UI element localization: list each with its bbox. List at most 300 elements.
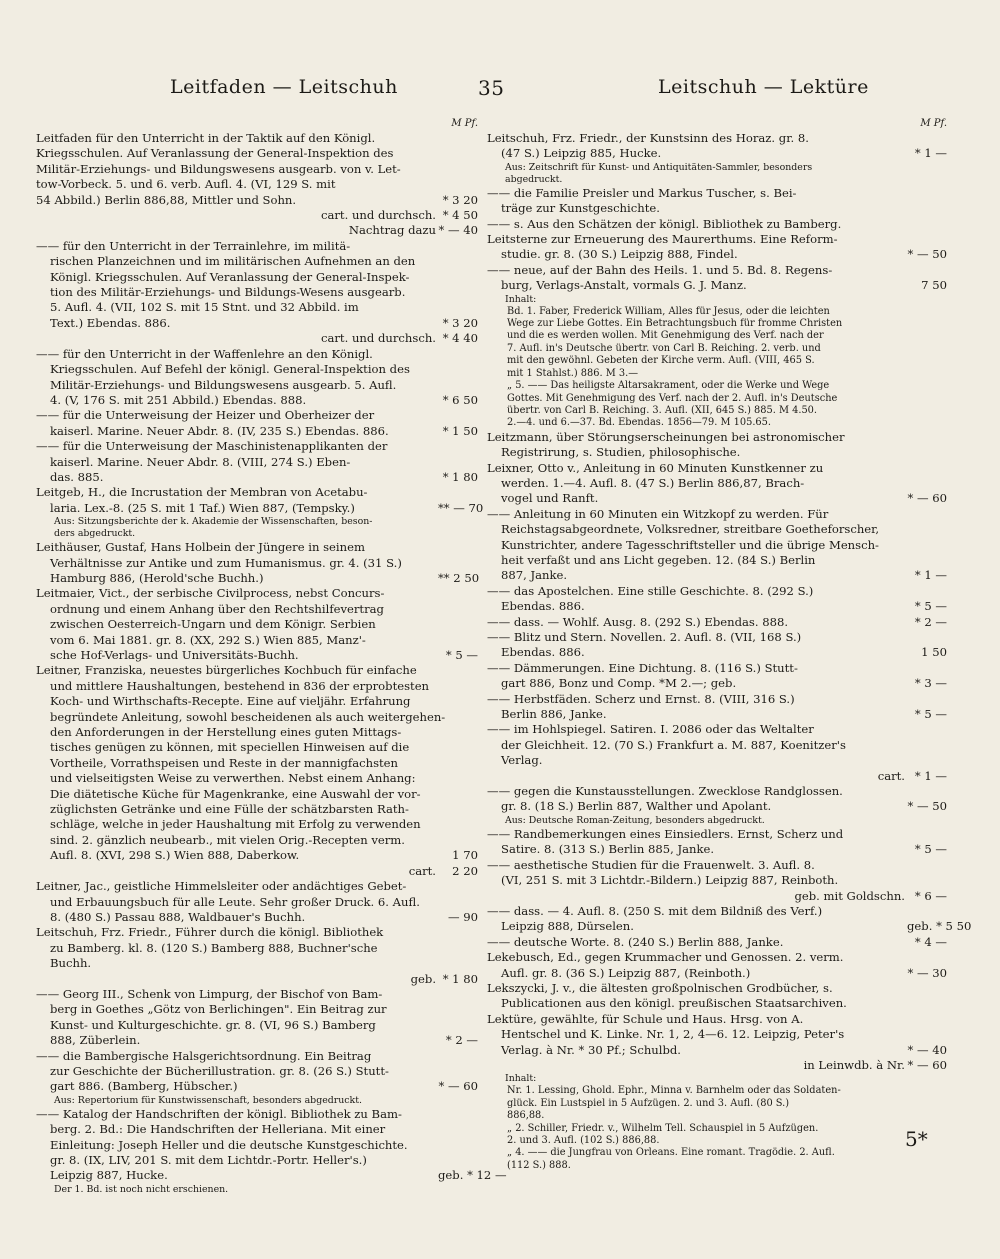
entry-text: rischen Planzeichnen und im militärischen Aufnehmen an den bbox=[50, 254, 416, 269]
entry-text: Leitmaier, Vict., der serbische Civilprocess, nebst Concurs- bbox=[36, 586, 385, 601]
catalog-entry bbox=[36, 1049, 478, 1107]
entry-line bbox=[36, 254, 478, 269]
entry-text: vogel und Ranft. bbox=[501, 491, 599, 506]
entry-text: Koch- und Wirthschafts-Recepte. Eine auf vieljähr. Erfahrung bbox=[50, 694, 411, 709]
entry-text: Berlin 886, Janke. bbox=[501, 707, 607, 722]
entry-text: Verlag. à Nr. * 30 Pf.; Schulbd. bbox=[501, 1042, 681, 1057]
entry-line bbox=[36, 285, 478, 300]
entry-line bbox=[36, 925, 478, 940]
signature-mark: 5* bbox=[905, 1127, 928, 1151]
catalog-entry bbox=[487, 827, 947, 858]
entry-note bbox=[487, 815, 947, 827]
catalog-entry bbox=[36, 239, 478, 347]
entry-text: Inhalt: bbox=[505, 1073, 537, 1085]
entry-line bbox=[487, 201, 947, 216]
entry-line bbox=[487, 692, 947, 707]
catalog-entry bbox=[487, 903, 972, 935]
entry-line bbox=[487, 676, 947, 691]
entry-line bbox=[36, 633, 478, 648]
price: * 1 — bbox=[914, 146, 947, 161]
price: geb. * 12 — bbox=[438, 1168, 507, 1183]
entry-line bbox=[36, 146, 478, 161]
catalog-entry bbox=[487, 186, 947, 217]
entry-text: —— s. Aus den Schätzen der königl. Bibliothek zu Bamberg. bbox=[487, 216, 842, 231]
price: * — 50 bbox=[907, 799, 947, 814]
entry-line bbox=[36, 1153, 478, 1168]
entry-line bbox=[487, 722, 947, 737]
entry-text: geb. bbox=[410, 971, 436, 986]
entry-text: (47 S.) Leipzig 885, Hucke. bbox=[501, 146, 662, 161]
entry-line bbox=[487, 950, 947, 965]
contents-list bbox=[487, 1085, 947, 1172]
entry-line bbox=[487, 507, 947, 522]
price: * — 60 bbox=[907, 491, 947, 506]
entry-text: 4. (V, 176 S. mit 251 Abbild.) Ebendas. 888. bbox=[50, 392, 307, 407]
entry-line bbox=[36, 239, 478, 254]
entry-text: Leitsterne zur Erneuerung des Maurerthums. Eine Reform- bbox=[487, 232, 838, 247]
catalog-entry bbox=[487, 430, 947, 461]
contents-line: Nr. 1. Lessing, Ghold. Ephr., Minna v. Barnhelm oder das Soldaten- bbox=[507, 1085, 841, 1097]
entry-line bbox=[36, 710, 478, 725]
entry-line bbox=[36, 1064, 478, 1079]
entry-line bbox=[36, 679, 478, 694]
entry-line bbox=[36, 362, 478, 377]
price: 1 70 bbox=[452, 848, 478, 863]
entry-line bbox=[487, 615, 947, 630]
page-header bbox=[30, 76, 970, 108]
entry-line bbox=[36, 694, 478, 709]
price: * 4 40 bbox=[442, 331, 478, 346]
entry-text: gart 886. (Bamberg, Hübscher.) bbox=[50, 1079, 238, 1094]
price-column-heading: M Pf. bbox=[920, 118, 947, 129]
entry-text: in Leinwdb. à Nr. bbox=[803, 1057, 905, 1072]
catalog-entry bbox=[487, 950, 947, 981]
catalog-entry bbox=[487, 584, 947, 615]
entry-line bbox=[36, 586, 478, 601]
entry-note bbox=[36, 528, 478, 540]
catalog-entry bbox=[36, 925, 478, 987]
catalog-entry bbox=[36, 663, 478, 879]
entry-line bbox=[487, 842, 947, 857]
entry-line bbox=[487, 584, 947, 599]
entry-line bbox=[487, 430, 947, 445]
entry-text: Königl. Kriegsschulen. Auf Veranlassung der General-Inspek- bbox=[50, 269, 410, 284]
entry-text: und Erbauungsbuch für alle Leute. Sehr großer Druck. 6. Aufl. bbox=[50, 894, 420, 909]
entry-text: ders abgedruckt. bbox=[54, 528, 136, 540]
entry-line bbox=[487, 217, 947, 232]
contents-line: 886,88. bbox=[507, 1110, 545, 1122]
entry-text: sind. 2. gänzlich neubearb., mit vielen Orig.-Recepten verm. bbox=[50, 832, 405, 847]
price: — 90 bbox=[447, 909, 478, 924]
contents-line: 7. Aufl. in's Deutsche übertr. von Carl B. Reiching. 2. verb. und bbox=[507, 342, 821, 354]
entry-line bbox=[36, 455, 478, 470]
entry-line bbox=[487, 263, 947, 278]
entry-line bbox=[487, 1043, 947, 1058]
price: ** — 70 bbox=[438, 500, 484, 515]
price-column-heading: M Pf. bbox=[451, 118, 478, 129]
catalog-entry bbox=[36, 987, 478, 1049]
entry-line bbox=[36, 571, 478, 586]
entry-text: Kunstrichter, andere Tagesschriftsteller und die übrige Mensch- bbox=[501, 537, 879, 552]
entry-note bbox=[36, 1095, 478, 1107]
catalog-entry bbox=[487, 858, 947, 904]
contents-line: mit 1 Stahlst.) 886. M 3.— bbox=[507, 367, 638, 379]
entry-text: Leitfaden für den Unterricht in der Taktik auf den Königl. bbox=[36, 131, 376, 145]
price: * — 40 bbox=[438, 223, 478, 238]
entry-text: —— Katalog der Handschriften der königl. Bibliothek zu Bam- bbox=[36, 1106, 402, 1121]
catalog-entry bbox=[487, 935, 947, 950]
entry-text: laria. Lex.-8. (25 S. mit 1 Taf.) Wien 887, (Tempsky.) bbox=[50, 500, 355, 515]
catalog-entry bbox=[487, 722, 947, 784]
entry-note bbox=[487, 1073, 947, 1085]
entry-line bbox=[36, 1138, 478, 1153]
entry-text: 8. (480 S.) Passau 888, Waldbauer's Buchh. bbox=[50, 909, 306, 924]
entry-text: Satire. 8. (313 S.) Berlin 885, Janke. bbox=[501, 842, 715, 857]
price: * 4 50 bbox=[442, 208, 478, 223]
entry-text: der Gleichheit. 12. (70 S.) Frankfurt a. M. 887, Koenitzer's bbox=[501, 737, 846, 752]
catalog-entry bbox=[487, 217, 947, 232]
entry-text: Lektüre, gewählte, für Schule und Haus. Hrsg. von A. bbox=[487, 1011, 804, 1026]
entry-line bbox=[36, 393, 478, 408]
entry-line bbox=[36, 972, 478, 987]
contents-line: 2.—4. und 6.—37. Bd. Ebendas. 1856—79. M 105.65. bbox=[507, 417, 772, 429]
entry-text: kaiserl. Marine. Neuer Abdr. 8. (IV, 235 S.) Ebendas. 886. bbox=[50, 423, 389, 438]
entry-line bbox=[36, 802, 478, 817]
entry-text: gr. 8. (18 S.) Berlin 887, Walther und Apolant. bbox=[501, 799, 772, 814]
entry-text: gart 886, Bonz und Comp. *M 2.—; geb. bbox=[501, 676, 737, 691]
entry-text: Reichstagsabgeordnete, Volksredner, streitbare Goetheforscher, bbox=[501, 522, 880, 537]
entry-line bbox=[36, 787, 478, 802]
catalog-entry bbox=[36, 1106, 507, 1196]
entry-text: schläge, welche in jeder Haushaltung mit Erfolg zu verwenden bbox=[50, 817, 421, 832]
entry-line bbox=[487, 753, 947, 768]
price: * 3 — bbox=[914, 676, 947, 691]
entry-text: —— im Hohlspiegel. Satiren. I. 2086 oder das Weltalter bbox=[487, 722, 814, 737]
entry-note bbox=[487, 174, 947, 186]
entry-text: —— Anleitung in 60 Minuten ein Witzkopf zu werden. Für bbox=[487, 506, 829, 521]
price: * 4 — bbox=[914, 934, 947, 949]
entry-text: berg in Goethes „Götz von Berlichingen". Ein Beitrag zur bbox=[50, 1002, 387, 1017]
entry-line bbox=[36, 316, 478, 331]
contents-line: und die es werden wollen. Mit Genehmigung des Verf. nach der bbox=[507, 330, 824, 342]
entry-text: Leipzig 887, Hucke. bbox=[50, 1168, 168, 1183]
entry-line bbox=[36, 1018, 478, 1033]
entry-text: vom 6. Mai 1881. gr. 8. (XX, 292 S.) Wien 885, Manz'- bbox=[50, 632, 366, 647]
entry-text: (VI, 251 S. mit 3 Lichtdr.-Bildern.) Leipzig 887, Reinboth. bbox=[501, 873, 839, 888]
entry-line bbox=[36, 540, 478, 555]
catalog-entry bbox=[487, 981, 947, 1012]
entry-note bbox=[36, 1184, 478, 1196]
price: 7 50 bbox=[921, 278, 947, 293]
price: * — 60 bbox=[907, 1057, 947, 1072]
entry-line bbox=[36, 424, 478, 439]
entry-line bbox=[36, 895, 478, 910]
entry-line bbox=[36, 177, 478, 192]
entry-text: Der 1. Bd. ist noch nicht erschienen. bbox=[54, 1183, 229, 1195]
entry-line bbox=[487, 445, 947, 460]
price: geb. * 5 50 bbox=[907, 919, 972, 934]
entry-text: Aus: Deutsche Roman-Zeitung, besonders abgedruckt. bbox=[505, 814, 765, 826]
entry-text: tisches genügen zu können, mit speciellen Hinweisen auf die bbox=[50, 740, 410, 755]
entry-line bbox=[36, 910, 478, 925]
entry-text: träge zur Kunstgeschichte. bbox=[501, 201, 660, 216]
price: * 5 — bbox=[914, 842, 947, 857]
entry-line bbox=[487, 553, 947, 568]
entry-text: Verhältnisse zur Antike und zum Humanismus. gr. 4. (31 S.) bbox=[50, 555, 402, 570]
entry-text: werden. 1.—4. Aufl. 8. (47 S.) Berlin 886,87, Brach- bbox=[501, 475, 805, 490]
entry-text: Aus: Sitzungsberichte der k. Akademie der Wissenschaften, beson- bbox=[54, 516, 373, 528]
entry-line bbox=[36, 485, 478, 500]
entry-text: Leitgeb, H., die Incrustation der Membran von Acetabu- bbox=[36, 485, 368, 500]
price: ** 2 50 bbox=[438, 570, 480, 585]
entry-line bbox=[36, 347, 478, 362]
entry-text: —— für den Unterricht in der Waffenlehre an den Königl. bbox=[36, 346, 373, 361]
entry-text: studie. gr. 8. (30 S.) Leipzig 888, Findel. bbox=[501, 247, 738, 262]
entry-text: cart. bbox=[408, 863, 436, 878]
entry-text: Lekszycki, J. v., die ältesten großpolnischen Grodbücher, s. bbox=[487, 980, 833, 995]
price: * 3 20 bbox=[442, 192, 478, 207]
entry-line bbox=[36, 331, 478, 346]
price: * — 50 bbox=[907, 247, 947, 262]
entry-line bbox=[36, 956, 478, 971]
price: * — 40 bbox=[907, 1042, 947, 1057]
contents-line: „ 5. —— Das heiligste Altarsakrament, oder die Werke und Wege bbox=[507, 380, 830, 392]
entry-line bbox=[36, 756, 478, 771]
entry-line bbox=[487, 873, 947, 888]
entry-text: —— die Bambergische Halsgerichtsordnung. Ein Beitrag bbox=[36, 1048, 372, 1063]
entry-line bbox=[36, 162, 478, 177]
catalog-entry bbox=[487, 784, 947, 827]
entry-line bbox=[36, 987, 478, 1002]
entry-note bbox=[36, 516, 478, 528]
price: * — 60 bbox=[438, 1079, 478, 1094]
price: * 1 — bbox=[914, 768, 947, 783]
entry-line bbox=[487, 476, 947, 491]
entry-text: Inhalt: bbox=[505, 293, 537, 305]
entry-line bbox=[487, 996, 947, 1011]
price: * 1 — bbox=[914, 568, 947, 583]
entry-line bbox=[36, 439, 478, 454]
entry-line bbox=[487, 146, 947, 161]
entry-text: —— das Apostelchen. Eine stille Geschichte. 8. (292 S.) bbox=[487, 583, 814, 598]
entry-line bbox=[487, 278, 947, 293]
price: * 6 — bbox=[914, 888, 947, 903]
entry-line bbox=[487, 858, 947, 873]
entry-line bbox=[487, 827, 947, 842]
catalog-entry bbox=[36, 131, 478, 239]
entry-line bbox=[487, 1012, 947, 1027]
entry-line bbox=[487, 738, 947, 753]
price: * 6 50 bbox=[442, 392, 478, 407]
catalog-entry bbox=[36, 439, 478, 485]
entry-text: Buchh. bbox=[50, 956, 92, 971]
entry-line bbox=[487, 661, 947, 676]
entry-line bbox=[36, 817, 478, 832]
entry-line bbox=[36, 1049, 478, 1064]
entry-line bbox=[487, 799, 947, 814]
entry-text: 54 Abbild.) Berlin 886,88, Mittler und Sohn. bbox=[36, 192, 297, 207]
entry-text: 887, Janke. bbox=[501, 568, 568, 583]
entry-text: Hentschel und K. Linke. Nr. 1, 2, 4—6. 12. Leipzig, Peter's bbox=[501, 1027, 845, 1042]
entry-text: Kunst- und Kulturgeschichte. gr. 8. (VI, 96 S.) Bamberg bbox=[50, 1017, 376, 1032]
entry-text: Leithäuser, Gustaf, Hans Holbein der Jüngere in seinem bbox=[36, 540, 365, 555]
entry-text: —— Georg III., Schenk von Limpurg, der Bischof von Bam- bbox=[36, 986, 383, 1001]
entry-text: —— für den Unterricht in der Terrainlehre, im militä- bbox=[36, 238, 351, 253]
entry-line bbox=[36, 1122, 478, 1137]
price: * 1 80 bbox=[442, 469, 478, 484]
catalog-entry bbox=[36, 408, 478, 439]
entry-text: Nachtrag dazu bbox=[348, 223, 436, 238]
price: * 5 — bbox=[914, 707, 947, 722]
entry-text: Registrirung, s. Studien, philosophische. bbox=[501, 445, 741, 460]
contents-line: glück. Ein Lustspiel in 5 Aufzügen. 2. und 3. Aufl. (80 S.) bbox=[507, 1097, 790, 1109]
entry-line bbox=[487, 599, 947, 614]
entry-text: burg, Verlags-Anstalt, vormals G. J. Manz. bbox=[501, 278, 747, 293]
entry-text: abgedruckt. bbox=[505, 173, 563, 185]
entry-text: Kriegsschulen. Auf Befehl der königl. General-Inspektion des bbox=[50, 362, 410, 377]
entry-text: —— die Familie Preisler und Markus Tuscher, s. Bei- bbox=[487, 185, 797, 200]
entry-line bbox=[36, 500, 484, 516]
entry-text: Aufl. gr. 8. (36 S.) Leipzig 887, (Reinboth.) bbox=[501, 965, 751, 980]
price: * 5 — bbox=[445, 648, 478, 662]
entry-line bbox=[487, 707, 947, 722]
entry-note bbox=[487, 294, 947, 306]
entry-line bbox=[36, 270, 478, 285]
entry-text: Ebendas. 886. bbox=[501, 645, 585, 660]
entry-text: cart. und durchsch. bbox=[320, 331, 436, 346]
entry-text: heit verfaßt und ans Licht gegeben. 12. (84 S.) Berlin bbox=[501, 552, 816, 567]
catalog-entry bbox=[36, 879, 478, 925]
entry-text: —— Randbemerkungen eines Einsiedlers. Ernst, Scherz und bbox=[487, 826, 844, 841]
contents-line: Bd. 1. Faber, Frederick William, Alles für Jesus, oder die leichten bbox=[507, 305, 830, 317]
entry-text: das. 885. bbox=[50, 469, 104, 484]
running-head-left: Leitfaden — Leitschuh bbox=[170, 76, 398, 98]
right-entry-list bbox=[487, 131, 947, 306]
entry-text: —— dass. — 4. Aufl. 8. (250 S. mit dem Bildniß des Verf.) bbox=[487, 903, 823, 918]
entry-text: Publicationen aus den königl. preußischen Staatsarchiven. bbox=[501, 996, 847, 1011]
entry-line bbox=[487, 461, 947, 476]
catalog-entry bbox=[36, 485, 484, 540]
entry-text: und vielseitigsten Weise zu verwerthen. Nebst einem Anhang: bbox=[50, 771, 416, 786]
entry-line bbox=[36, 300, 478, 315]
entry-text: Text.) Ebendas. 886. bbox=[50, 315, 171, 330]
entry-line bbox=[36, 193, 478, 208]
entry-line bbox=[36, 879, 478, 894]
entry-text: ordnung und einem Anhang über den Rechtshilfevertrag bbox=[50, 601, 384, 616]
entry-text: —— Herbstfäden. Scherz und Ernst. 8. (VIII, 316 S.) bbox=[487, 691, 795, 706]
entry-text: Ebendas. 886. bbox=[501, 599, 585, 614]
entry-text: —— Dämmerungen. Eine Dichtung. 8. (116 S.) Stutt- bbox=[487, 660, 798, 675]
entry-text: Aus: Repertorium für Kunstwissenschaft, besonders abgedruckt. bbox=[54, 1094, 362, 1106]
catalog-entry bbox=[487, 630, 947, 661]
entry-line bbox=[487, 1058, 947, 1073]
catalog-entry bbox=[487, 1012, 947, 1086]
entry-text: 888, Züberlein. bbox=[50, 1033, 141, 1048]
entry-line bbox=[487, 491, 947, 506]
entry-text: —— für die Unterweisung der Maschinistenapplikanten der bbox=[36, 439, 388, 454]
price: * 2 — bbox=[914, 614, 947, 629]
left-column bbox=[36, 118, 507, 1196]
entry-line bbox=[487, 769, 947, 784]
entry-line bbox=[487, 186, 947, 201]
entry-text: —— deutsche Worte. 8. (240 S.) Berlin 888, Janke. bbox=[487, 934, 784, 949]
entry-line bbox=[487, 889, 947, 904]
entry-text: den Anforderungen in der Herstellung eines guten Mittags- bbox=[50, 725, 402, 740]
entry-line bbox=[487, 784, 947, 799]
catalog-entry bbox=[487, 615, 947, 630]
entry-line bbox=[36, 602, 478, 617]
entry-text: geb. mit Goldschn. bbox=[794, 888, 905, 903]
running-head-right: Leitschuh — Lektüre bbox=[658, 76, 869, 98]
catalog-entry bbox=[36, 540, 478, 586]
entry-text: berg. 2. Bd.: Die Handschriften der Helleriana. Mit einer bbox=[50, 1122, 386, 1137]
entry-text: —— Blitz und Stern. Novellen. 2. Aufl. 8. (VII, 168 S.) bbox=[487, 630, 802, 644]
entry-text: Militär-Erziehungs- und Bildungswesens ausgearb. von v. Let- bbox=[36, 161, 401, 176]
catalog-entry bbox=[487, 232, 947, 263]
entry-line bbox=[36, 617, 478, 632]
price: 2 20 bbox=[452, 863, 478, 878]
entry-text: Militär-Erziehungs- und Bildungswesens ausgearb. 5. Aufl. bbox=[50, 377, 397, 392]
entry-line bbox=[36, 725, 478, 740]
contents-line: 2. und 3. Aufl. (102 S.) 886,88. bbox=[507, 1135, 660, 1146]
page-number: 35 bbox=[478, 76, 505, 100]
entry-line bbox=[487, 630, 947, 645]
entry-text: 5. Aufl. 4. (VII, 102 S. mit 15 Stnt. und 32 Abbild. im bbox=[50, 300, 359, 315]
contents-line: Gottes. Mit Genehmigung des Verf. nach der 2. Aufl. in's Deutsche bbox=[507, 392, 838, 404]
catalog-entry bbox=[36, 347, 478, 409]
entry-line bbox=[36, 131, 478, 146]
entry-text: kaiserl. Marine. Neuer Abdr. 8. (VIII, 274 S.) Eben- bbox=[50, 454, 351, 469]
entry-text: sche Hof-Verlags- und Universitäts-Buchh. bbox=[50, 648, 299, 662]
catalog-entry bbox=[487, 692, 947, 723]
entry-text: Hamburg 886, (Herold'sche Buchh.) bbox=[50, 570, 264, 585]
entry-line bbox=[36, 408, 478, 423]
entry-line bbox=[36, 771, 478, 786]
entry-note bbox=[487, 162, 947, 174]
entry-line bbox=[36, 208, 478, 223]
entry-text: —— für die Unterweisung der Heizer und Oberheizer der bbox=[36, 408, 375, 423]
contents-line: mit den gewöhnl. Gebeten der Kirche verm. Aufl. (VIII, 465 S. bbox=[507, 355, 815, 367]
entry-line bbox=[487, 966, 947, 981]
entry-line bbox=[487, 904, 947, 919]
entry-text: tion des Militär-Erziehungs- und Bildungs-Wesens ausgearb. bbox=[50, 285, 406, 300]
entry-line bbox=[36, 556, 478, 571]
entry-line bbox=[36, 941, 478, 956]
price: * 3 20 bbox=[442, 315, 478, 330]
entry-text: Leipzig 888, Dürselen. bbox=[501, 919, 634, 934]
catalog-entry bbox=[36, 586, 478, 663]
catalog-entry bbox=[487, 131, 947, 186]
entry-text: —— gegen die Kunstausstellungen. Zwecklose Randglossen. bbox=[487, 784, 843, 799]
entry-text: zu Bamberg. kl. 8. (120 S.) Bamberg 888, Buchner'sche bbox=[50, 940, 378, 955]
entry-text: Leitner, Jac., geistliche Himmelsleiter oder andächtiges Gebet- bbox=[36, 879, 407, 894]
entry-line bbox=[36, 378, 478, 393]
entry-line bbox=[36, 1107, 478, 1122]
entry-line bbox=[487, 935, 947, 950]
entry-text: Vortheile, Vorrathspeisen und Reste in der mannigfachsten bbox=[50, 755, 399, 770]
right-column bbox=[487, 118, 972, 1172]
contents-line: Wege zur Liebe Gottes. Ein Betrachtungsbuch für fromme Christen bbox=[507, 318, 843, 330]
left-entry-list bbox=[36, 131, 507, 1196]
catalog-entry bbox=[487, 263, 947, 306]
entry-line bbox=[487, 131, 947, 146]
entry-text: Kriegsschulen. Auf Veranlassung der General-Inspektion des bbox=[36, 146, 394, 161]
price: * 1 80 bbox=[442, 971, 478, 986]
entry-line bbox=[36, 663, 478, 678]
entry-text: Verlag. bbox=[501, 753, 543, 768]
entry-line bbox=[487, 645, 947, 660]
entry-line bbox=[487, 522, 947, 537]
